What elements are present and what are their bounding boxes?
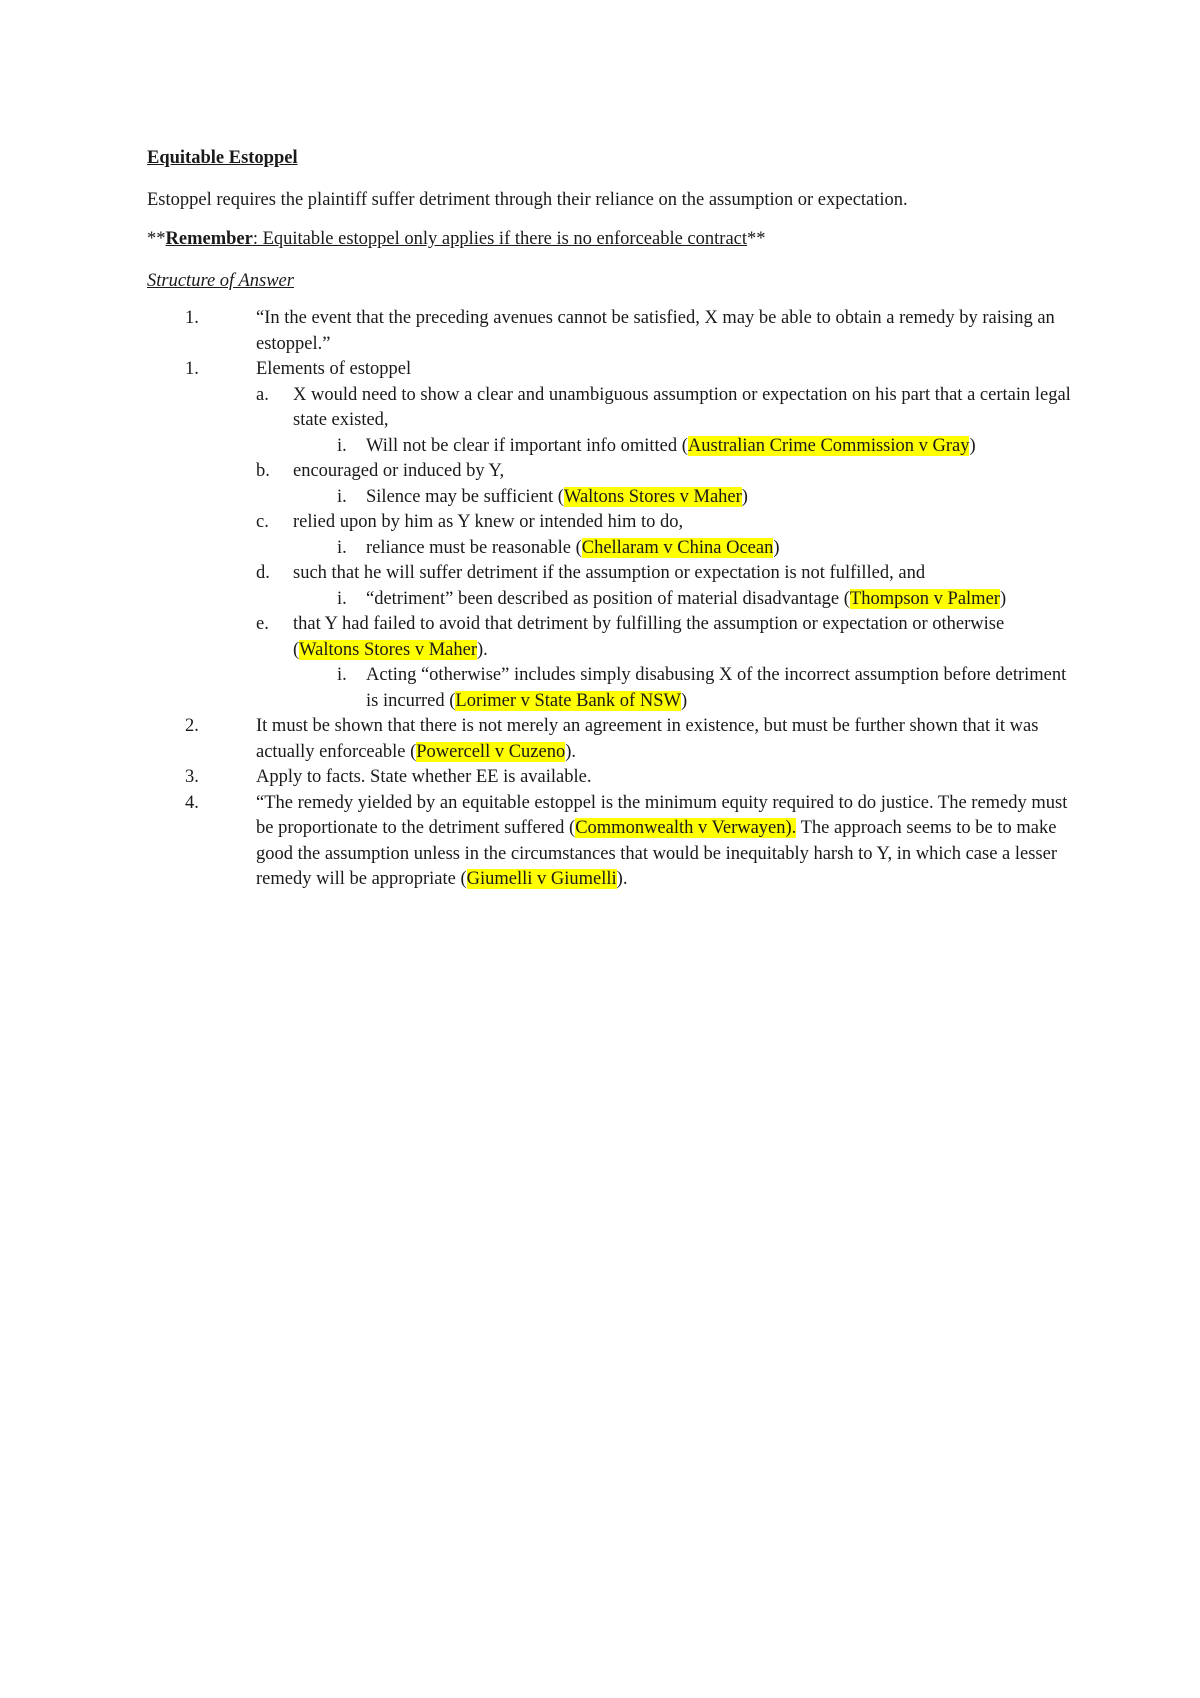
sub-list-item: [147, 459, 1077, 485]
list-roman: i.: [337, 665, 347, 685]
list-text: Acting “otherwise” includes simply disabusing X of the incorrect assumption before detriment is incurred (: [366, 665, 1067, 711]
list-item: [147, 765, 1077, 791]
sub-list-item: [147, 612, 1077, 638]
sub-sub-list-item: [147, 485, 1077, 511]
list-item: [147, 357, 1077, 383]
structure-heading: Structure of Answer: [147, 270, 294, 291]
list-letter: b.: [256, 461, 270, 481]
sub-list-continuation: [147, 638, 1077, 664]
list-text: Elements of estoppel: [256, 359, 412, 379]
sub-list-item: [147, 510, 1077, 536]
list-number: 1.: [185, 359, 199, 379]
list-text: It must be shown that there is not merely an agreement in existence, but must be further shown that it was actually enforceable (: [256, 716, 1039, 762]
list-roman: i.: [337, 435, 347, 456]
sub-sub-list-item: [147, 663, 1077, 714]
list-text: “In the event that the preceding avenues cannot be satisfied, X may be able to obtain a remedy by raising an estoppel.”: [256, 308, 1055, 354]
list-text-end: ): [773, 537, 780, 558]
case-citation: Giumelli v Giumelli: [466, 869, 617, 889]
list-roman: i.: [337, 486, 347, 507]
list-text: encouraged or induced by Y,: [293, 461, 505, 481]
list-roman: i.: [337, 588, 347, 609]
case-citation: Waltons Stores v Maher: [299, 639, 477, 660]
intro-paragraph: Estoppel requires the plaintiff suffer detriment through their reliance on the assumption or expectation.: [147, 189, 908, 210]
list-letter: c.: [256, 512, 269, 532]
list-item: [147, 791, 1077, 893]
remember-label: Remember: [165, 229, 253, 249]
list-text: Apply to facts. State whether EE is available.: [256, 767, 592, 787]
case-citation: Thompson v Palmer: [849, 588, 1000, 609]
list-item: [147, 306, 1077, 357]
list-number: 3.: [185, 767, 199, 787]
list-text-end: ): [969, 435, 976, 456]
remember-suffix: **: [747, 229, 766, 249]
case-citation: Powercell v Cuzeno: [416, 741, 566, 762]
list-number: 2.: [185, 716, 199, 736]
list-text-end: ).: [616, 869, 628, 889]
case-citation: Lorimer v State Bank of NSW: [455, 690, 681, 711]
list-text: Will not be clear if important info omitted (: [366, 435, 688, 456]
list-text: X would need to show a clear and unambiguous assumption or expectation on his part that a certain legal state existed,: [293, 384, 1071, 430]
sub-list-item: [147, 383, 1077, 434]
list-text-end: ): [741, 486, 748, 507]
remember-prefix: **: [147, 229, 166, 249]
remember-note: [147, 227, 1077, 253]
case-citation: Waltons Stores v Maher: [563, 486, 742, 507]
list-text: reliance must be reasonable (: [366, 537, 582, 558]
case-citation: Chellaram v China Ocean: [581, 537, 774, 558]
sub-sub-list-item: [147, 587, 1077, 613]
remember-text: : Equitable estoppel only applies if there is no enforceable contract: [252, 229, 748, 249]
document-title: Equitable Estoppel: [147, 148, 298, 168]
list-text: that Y had failed to avoid that detriment by fulfilling the assumption or expectation or otherwise: [293, 614, 1005, 634]
sub-list-item: [147, 561, 1077, 587]
document-body: [147, 146, 1077, 893]
sub-sub-list-item: [147, 434, 1077, 460]
list-text: such that he will suffer detriment if the assumption or expectation is not fulfilled, and: [293, 563, 926, 583]
answer-structure-list: [147, 306, 1077, 893]
list-text-end: ): [680, 690, 688, 711]
list-text-end: ).: [477, 639, 488, 660]
case-citation: Commonwealth v Verwayen).: [575, 818, 797, 838]
list-text: “detriment” been described as position of material disadvantage (: [366, 588, 850, 609]
list-text: “The remedy yielded by an equitable estoppel is the minimum equity required to do justice. The remedy must be proportionate to the detriment suffered (: [256, 792, 1068, 838]
list-text: Silence may be sufficient (: [366, 486, 564, 507]
list-letter: a.: [256, 384, 269, 405]
list-text: The approach seems to be to make good the assumption unless in the circumstances that would be inequitably harsh to Y, in which case a lesser remedy will be appropriate (: [256, 818, 1057, 889]
list-letter: e.: [256, 614, 269, 634]
list-text: relied upon by him as Y knew or intended him to do,: [293, 512, 684, 532]
list-number: 1.: [185, 308, 199, 328]
list-roman: i.: [337, 537, 347, 558]
list-text-start: (: [293, 639, 300, 660]
list-text-end: ).: [565, 741, 577, 762]
list-text-end: ): [999, 588, 1007, 609]
list-letter: d.: [256, 563, 270, 583]
list-number: 4.: [185, 792, 199, 813]
sub-sub-list-item: [147, 536, 1077, 562]
case-citation: Australian Crime Commission v Gray: [687, 435, 970, 456]
list-item: [147, 714, 1077, 765]
